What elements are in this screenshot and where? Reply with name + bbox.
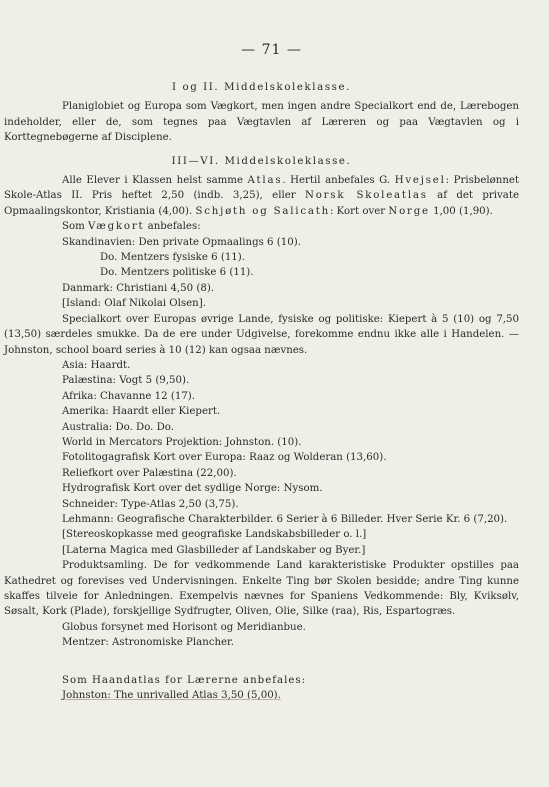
list-item: [Stereoskopkasse med geografiske Landskabsbilleder o. l.] — [62, 529, 367, 541]
page-number: — 71 — — [241, 42, 302, 58]
list-item: Australia: Do. Do. Do. — [62, 421, 175, 433]
paragraph-specialkort: Specialkort over Europas øvrige Lande, fysiske og politiske: Kiepert à 5 (10) og 7,50 (13,50) særdeles smukke. Da de ere under Udgivelse, forekomme endnu ikke alle i Handelen. — Johnston, school board series à 10 (12) kan ogsaa nævnes. — [4, 313, 519, 356]
paragraph-lehmann: Lehmann: Geografische Charakterbilder. 6 Serier à 6 Billeder. Hver Serie Kr. 6 (7,20). — [62, 513, 508, 525]
list-item: World in Mercators Projektion: Johnston. (10). — [62, 436, 302, 448]
footer-line: Som Haandatlas for Lærerne anbefales: — [62, 674, 307, 686]
list-item: Afrika: Chavanne 12 (17). — [62, 390, 195, 402]
list-item: Schneider: Type-Atlas 2,50 (3,75). — [62, 498, 239, 510]
list-item: Fotolitogagrafisk Kort over Europa: Raaz og Wolderan (13,60). — [62, 452, 387, 464]
list-item: Amerika: Haardt eller Kiepert. — [62, 406, 221, 418]
section-heading-1: I og II. Middelskoleklasse. — [172, 82, 351, 93]
paragraph-produktsamling: Produktsamling. De for vedkommende Land karakteristiske Produkter opstilles paa Kathedret og forevises ved Undervisningen. Enkelte Ting bør Skolen besidde; andre Ting kunne skaffes tilveie for Anledningen. Exempelvis nævnes for Spaniens Vedkommende: Bly, Kviksølv, Søsalt, Kork (Plade), forskjellige Sydfrugter, Oliven, Olie, Silke (raa), Ris, Espartogræs. — [4, 560, 519, 618]
list-item: [Laterna Magica med Glasbilleder af Landskaber og Byer.] — [62, 544, 366, 556]
list-item: Mentzer: Astronomiske Plancher. — [62, 637, 235, 649]
list-item: Skandinavien: Den private Opmaalings 6 (10). — [62, 236, 301, 248]
list-item: [Island: Olaf Nikolai Olsen]. — [62, 298, 206, 310]
list-item: Palæstina: Vogt 5 (9,50). — [62, 375, 190, 387]
list-item: Globus forsynet med Horisont og Meridianbue. — [62, 621, 306, 633]
footer-line: Johnston: The unrivalled Atlas 3,50 (5,00). — [62, 690, 281, 702]
list-item: Hydrografisk Kort over det sydlige Norge: Nysom. — [62, 483, 323, 495]
list-item: Danmark: Christiani 4,50 (8). — [62, 282, 215, 294]
list-item: Do. Mentzers fysiske 6 (11). — [100, 252, 245, 264]
list-item: Asia: Haardt. — [62, 359, 131, 371]
vaegkort-intro: Som Vægkort anbefales: — [62, 221, 201, 233]
list-item: Do. Mentzers politiske 6 (11). — [100, 267, 254, 279]
list-item: Reliefkort over Palæstina (22,00). — [62, 467, 237, 479]
section-heading-2: III—VI. Middelskoleklasse. — [171, 155, 352, 167]
footer-note — [4, 673, 519, 704]
paragraph-planiglobiet: Planiglobiet og Europa som Vægkort, men ingen andre Specialkort end de, Lærebogen indeholder, eller de, som tegnes paa Vægtavlen af Læreren og paa Vægtavlen og i Korttegnebøgerne af Disciplene. — [4, 101, 519, 144]
main-text — [4, 80, 519, 651]
paragraph-atlas: Alle Elever i Klassen helst samme Atlas. Hertil anbefales G. Hvejsel: Prisbelønnet Skole-Atlas II. Pris heftet 2,50 (indb. 3,25), eller Norsk Skoleatlas af det private Opmaalingskontor, Kristiania (4,00). Schjøth og Salicath: Kort over Norge 1,00 (1,90). — [4, 175, 519, 217]
